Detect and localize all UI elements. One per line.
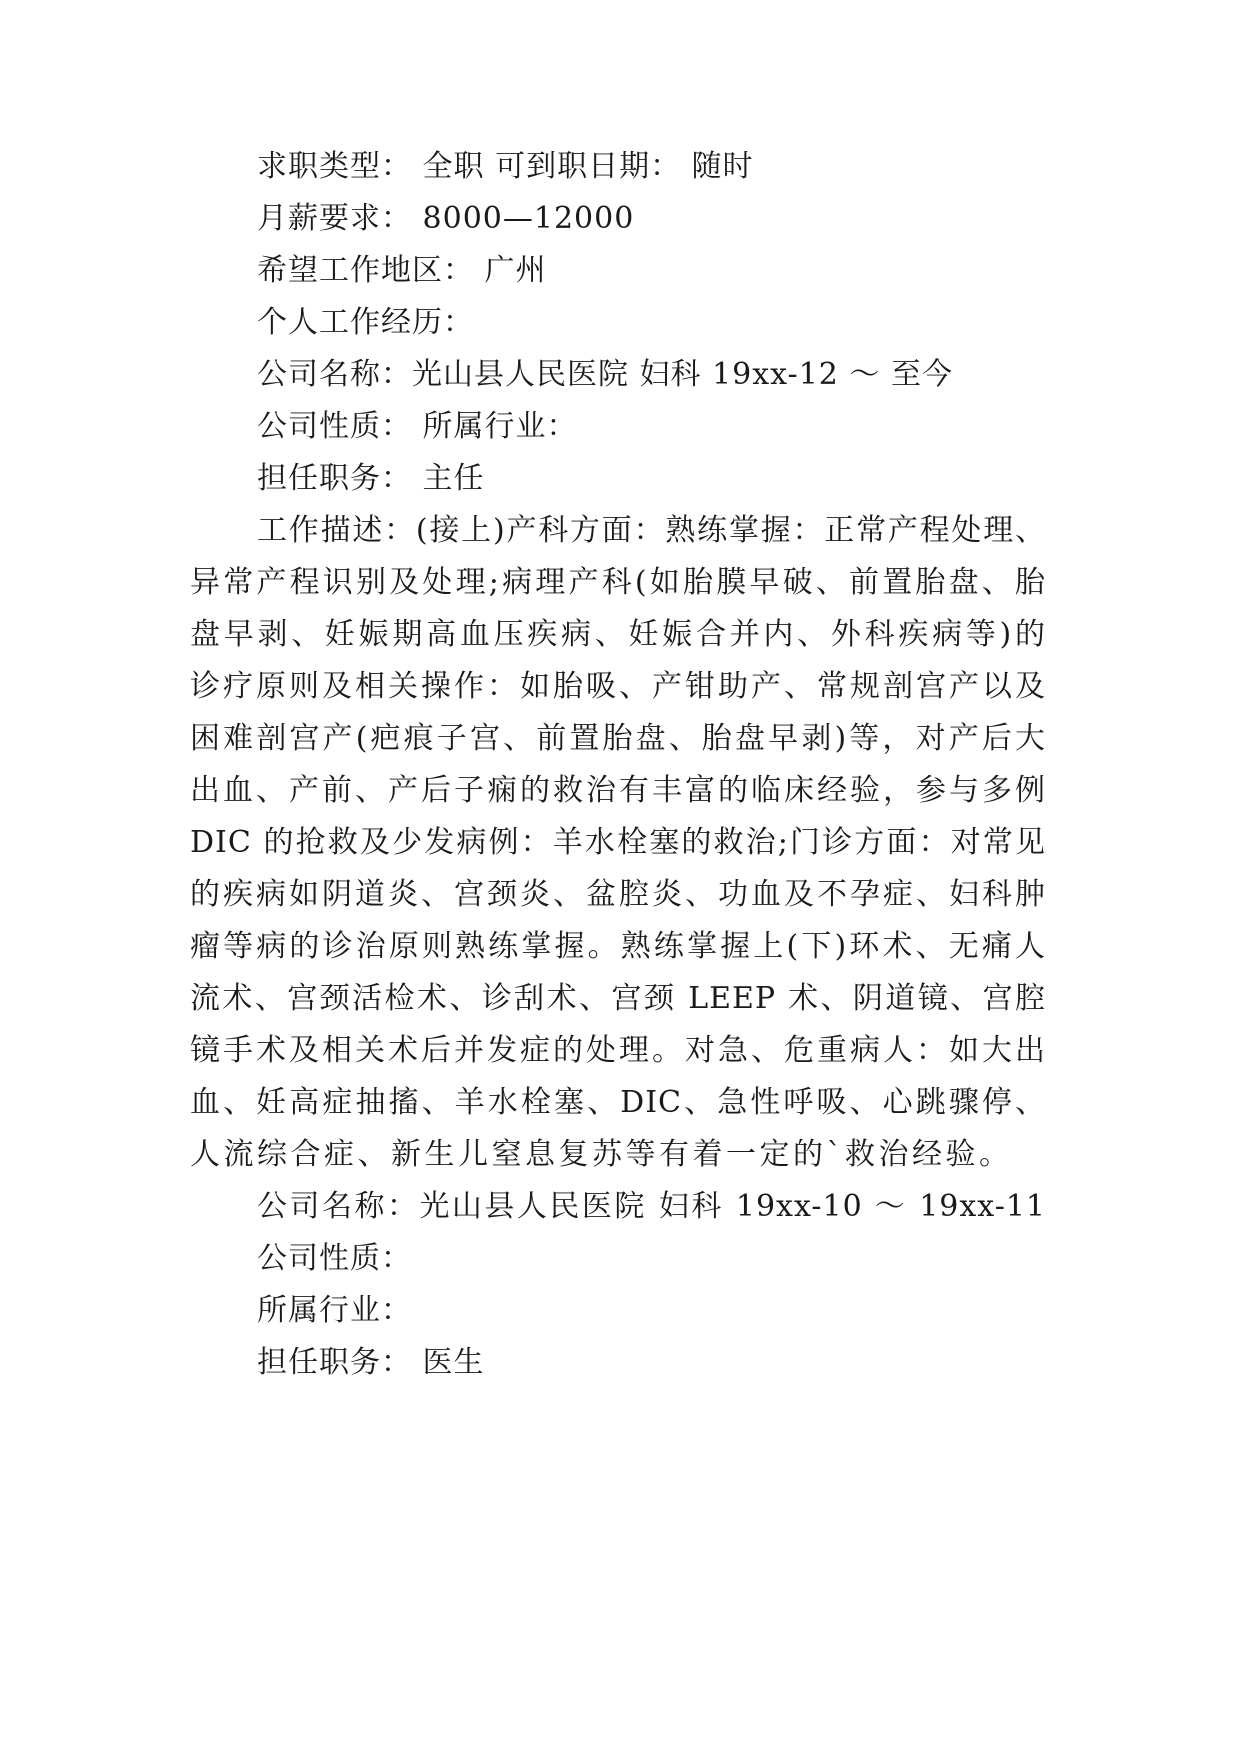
- job1-description-line: 盘早剥、妊娠期高血压疾病、妊娠合并内、外科疾病等)的: [190, 617, 1046, 652]
- job1-description-line: 工作描述：(接上)产科方面：熟练掌握：正常产程处理、: [257, 513, 1046, 548]
- location-line: 希望工作地区： 广州: [257, 253, 547, 288]
- job2-position-line: 担任职务： 医生: [257, 1345, 485, 1380]
- job1-position-line: 担任职务： 主任: [257, 461, 485, 496]
- job1-description-line: 出血、产前、产后子痫的救治有丰富的临床经验，参与多例: [190, 773, 1046, 808]
- job1-description-line: 人流综合症、新生儿窒息复苏等有着一定的`救治经验。: [190, 1137, 1010, 1172]
- experience-heading: 个人工作经历：: [257, 305, 474, 340]
- job1-description-line: 的疾病如阴道炎、宫颈炎、盆腔炎、功血及不孕症、妇科肿: [190, 877, 1046, 912]
- job1-description-line: 异常产程识别及处理;病理产科(如胎膜早破、前置胎盘、胎: [190, 565, 1046, 600]
- job1-company-line: 公司名称：光山县人民医院 妇科 19xx-12 ～ 至今: [257, 357, 953, 392]
- salary-line: 月薪要求： 8000—12000: [257, 201, 635, 236]
- job2-industry-line: 所属行业：: [257, 1293, 412, 1328]
- job1-description-line: 流术、宫颈活检术、诊刮术、宫颈 LEEP 术、阴道镜、宫腔: [190, 981, 1046, 1016]
- job1-description-line: 诊疗原则及相关操作：如胎吸、产钳助产、常规剖宫产以及: [190, 669, 1046, 704]
- job2-company-line: 公司名称：光山县人民医院 妇科 19xx-10 ～ 19xx-11: [257, 1189, 1046, 1224]
- job1-description-line: 困难剖宫产(疤痕子宫、前置胎盘、胎盘早剥)等，对产后大: [190, 721, 1046, 756]
- job1-description-line: 瘤等病的诊治原则熟练掌握。熟练掌握上(下)环术、无痛人: [190, 929, 1046, 964]
- job1-description-line: DIC 的抢救及少发病例：羊水栓塞的救治;门诊方面：对常见: [190, 825, 1046, 860]
- job2-nature-line: 公司性质：: [257, 1241, 412, 1276]
- job-type-line: 求职类型： 全职 可到职日期： 随时: [257, 149, 754, 184]
- job1-description-line: 血、妊高症抽搐、羊水栓塞、DIC、急性呼吸、心跳骤停、: [190, 1085, 1046, 1120]
- job1-nature-industry-line: 公司性质： 所属行业：: [257, 409, 578, 444]
- job1-description-line: 镜手术及相关术后并发症的处理。对急、危重病人：如大出: [190, 1033, 1046, 1068]
